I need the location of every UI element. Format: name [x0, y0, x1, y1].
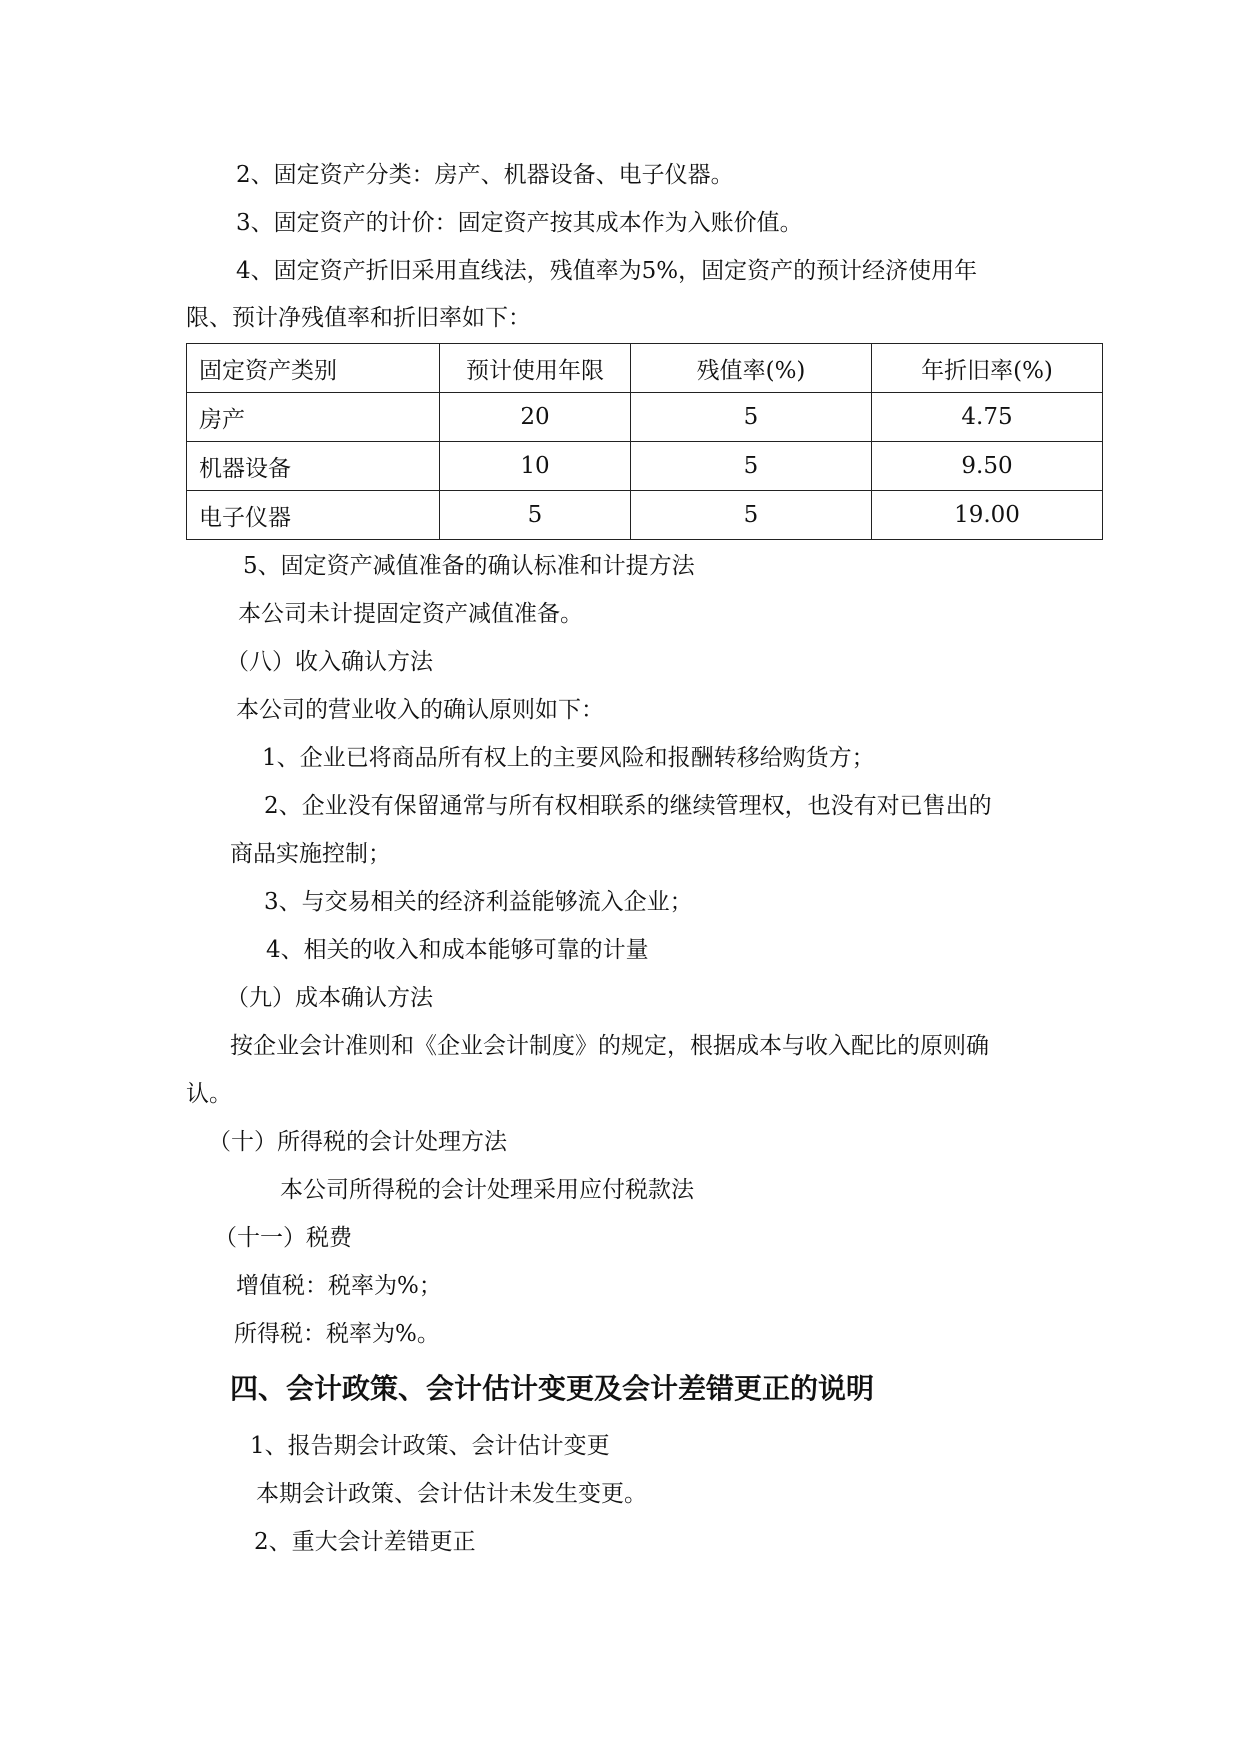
table-row: [187, 491, 1103, 540]
paragraph-revenue-item2-line1: 2、企业没有保留通常与所有权相联系的继续管理权，也没有对已售出的: [264, 793, 992, 819]
paragraph-asset-classification: 2、固定资产分类：房产、机器设备、电子仪器。: [236, 162, 734, 188]
section-taxes-title: （十一）税费: [214, 1225, 352, 1251]
paragraph-revenue-item4: 4、相关的收入和成本能够可靠的计量: [266, 937, 649, 963]
paragraph-cost-line1: 按企业会计准则和《企业会计制度》的规定，根据成本与收入配比的原则确: [230, 1033, 989, 1059]
table-cell: 5: [631, 491, 872, 540]
paragraph-policy-change-note: 本期会计政策、会计估计未发生变更。: [256, 1481, 647, 1507]
section-heading-four: 四、会计政策、会计估计变更及会计差错更正的说明: [230, 1372, 875, 1405]
table-row: [187, 442, 1103, 491]
table-header-row: [187, 344, 1103, 393]
table-cell: 房产: [187, 393, 440, 442]
paragraph-revenue-item3: 3、与交易相关的经济利益能够流入企业；: [264, 889, 693, 915]
table-header-cell: 年折旧率(%): [872, 344, 1103, 393]
paragraph-impairment-note: 本公司未计提固定资产减值准备。: [238, 601, 583, 627]
table-cell: 机器设备: [187, 442, 440, 491]
paragraph-income-tax-method: 本公司所得税的会计处理采用应付税款法: [280, 1177, 694, 1203]
table-cell: 19.00: [872, 491, 1103, 540]
table-row: [187, 393, 1103, 442]
table-header-cell: 预计使用年限: [440, 344, 631, 393]
section-income-tax-title: （十）所得税的会计处理方法: [208, 1129, 507, 1155]
table-cell: 5: [631, 393, 872, 442]
paragraph-error-correction-title: 2、重大会计差错更正: [254, 1529, 476, 1555]
paragraph-cost-line2: 认。: [186, 1081, 232, 1107]
table-header-cell: 残值率(%): [631, 344, 872, 393]
paragraph-policy-change-title: 1、报告期会计政策、会计估计变更: [250, 1433, 610, 1459]
paragraph-depreciation-line1: 4、固定资产折旧采用直线法，残值率为5%，固定资产的预计经济使用年: [236, 258, 978, 284]
section-revenue-title: （八）收入确认方法: [226, 649, 433, 675]
paragraph-vat: 增值税：税率为%；: [236, 1273, 442, 1299]
paragraph-income-tax-rate: 所得税：税率为%。: [234, 1321, 440, 1347]
table-cell: 10: [440, 442, 631, 491]
paragraph-asset-valuation: 3、固定资产的计价：固定资产按其成本作为入账价值。: [236, 210, 803, 236]
table-cell: 电子仪器: [187, 491, 440, 540]
paragraph-impairment-title: 5、固定资产减值准备的确认标准和计提方法: [243, 553, 695, 579]
table-cell: 4.75: [872, 393, 1103, 442]
paragraph-revenue-principles: 本公司的营业收入的确认原则如下：: [236, 697, 604, 723]
paragraph-revenue-item1: 1、企业已将商品所有权上的主要风险和报酬转移给购货方；: [262, 745, 875, 771]
table-header-cell: 固定资产类别: [187, 344, 440, 393]
table-cell: 9.50: [872, 442, 1103, 491]
table-cell: 5: [440, 491, 631, 540]
paragraph-depreciation-line2: 限、预计净残值率和折旧率如下：: [186, 305, 531, 331]
table-cell: 5: [631, 442, 872, 491]
section-cost-title: （九）成本确认方法: [226, 985, 433, 1011]
fixed-asset-table: [186, 343, 1103, 540]
table-cell: 20: [440, 393, 631, 442]
paragraph-revenue-item2-line2: 商品实施控制；: [230, 841, 391, 867]
